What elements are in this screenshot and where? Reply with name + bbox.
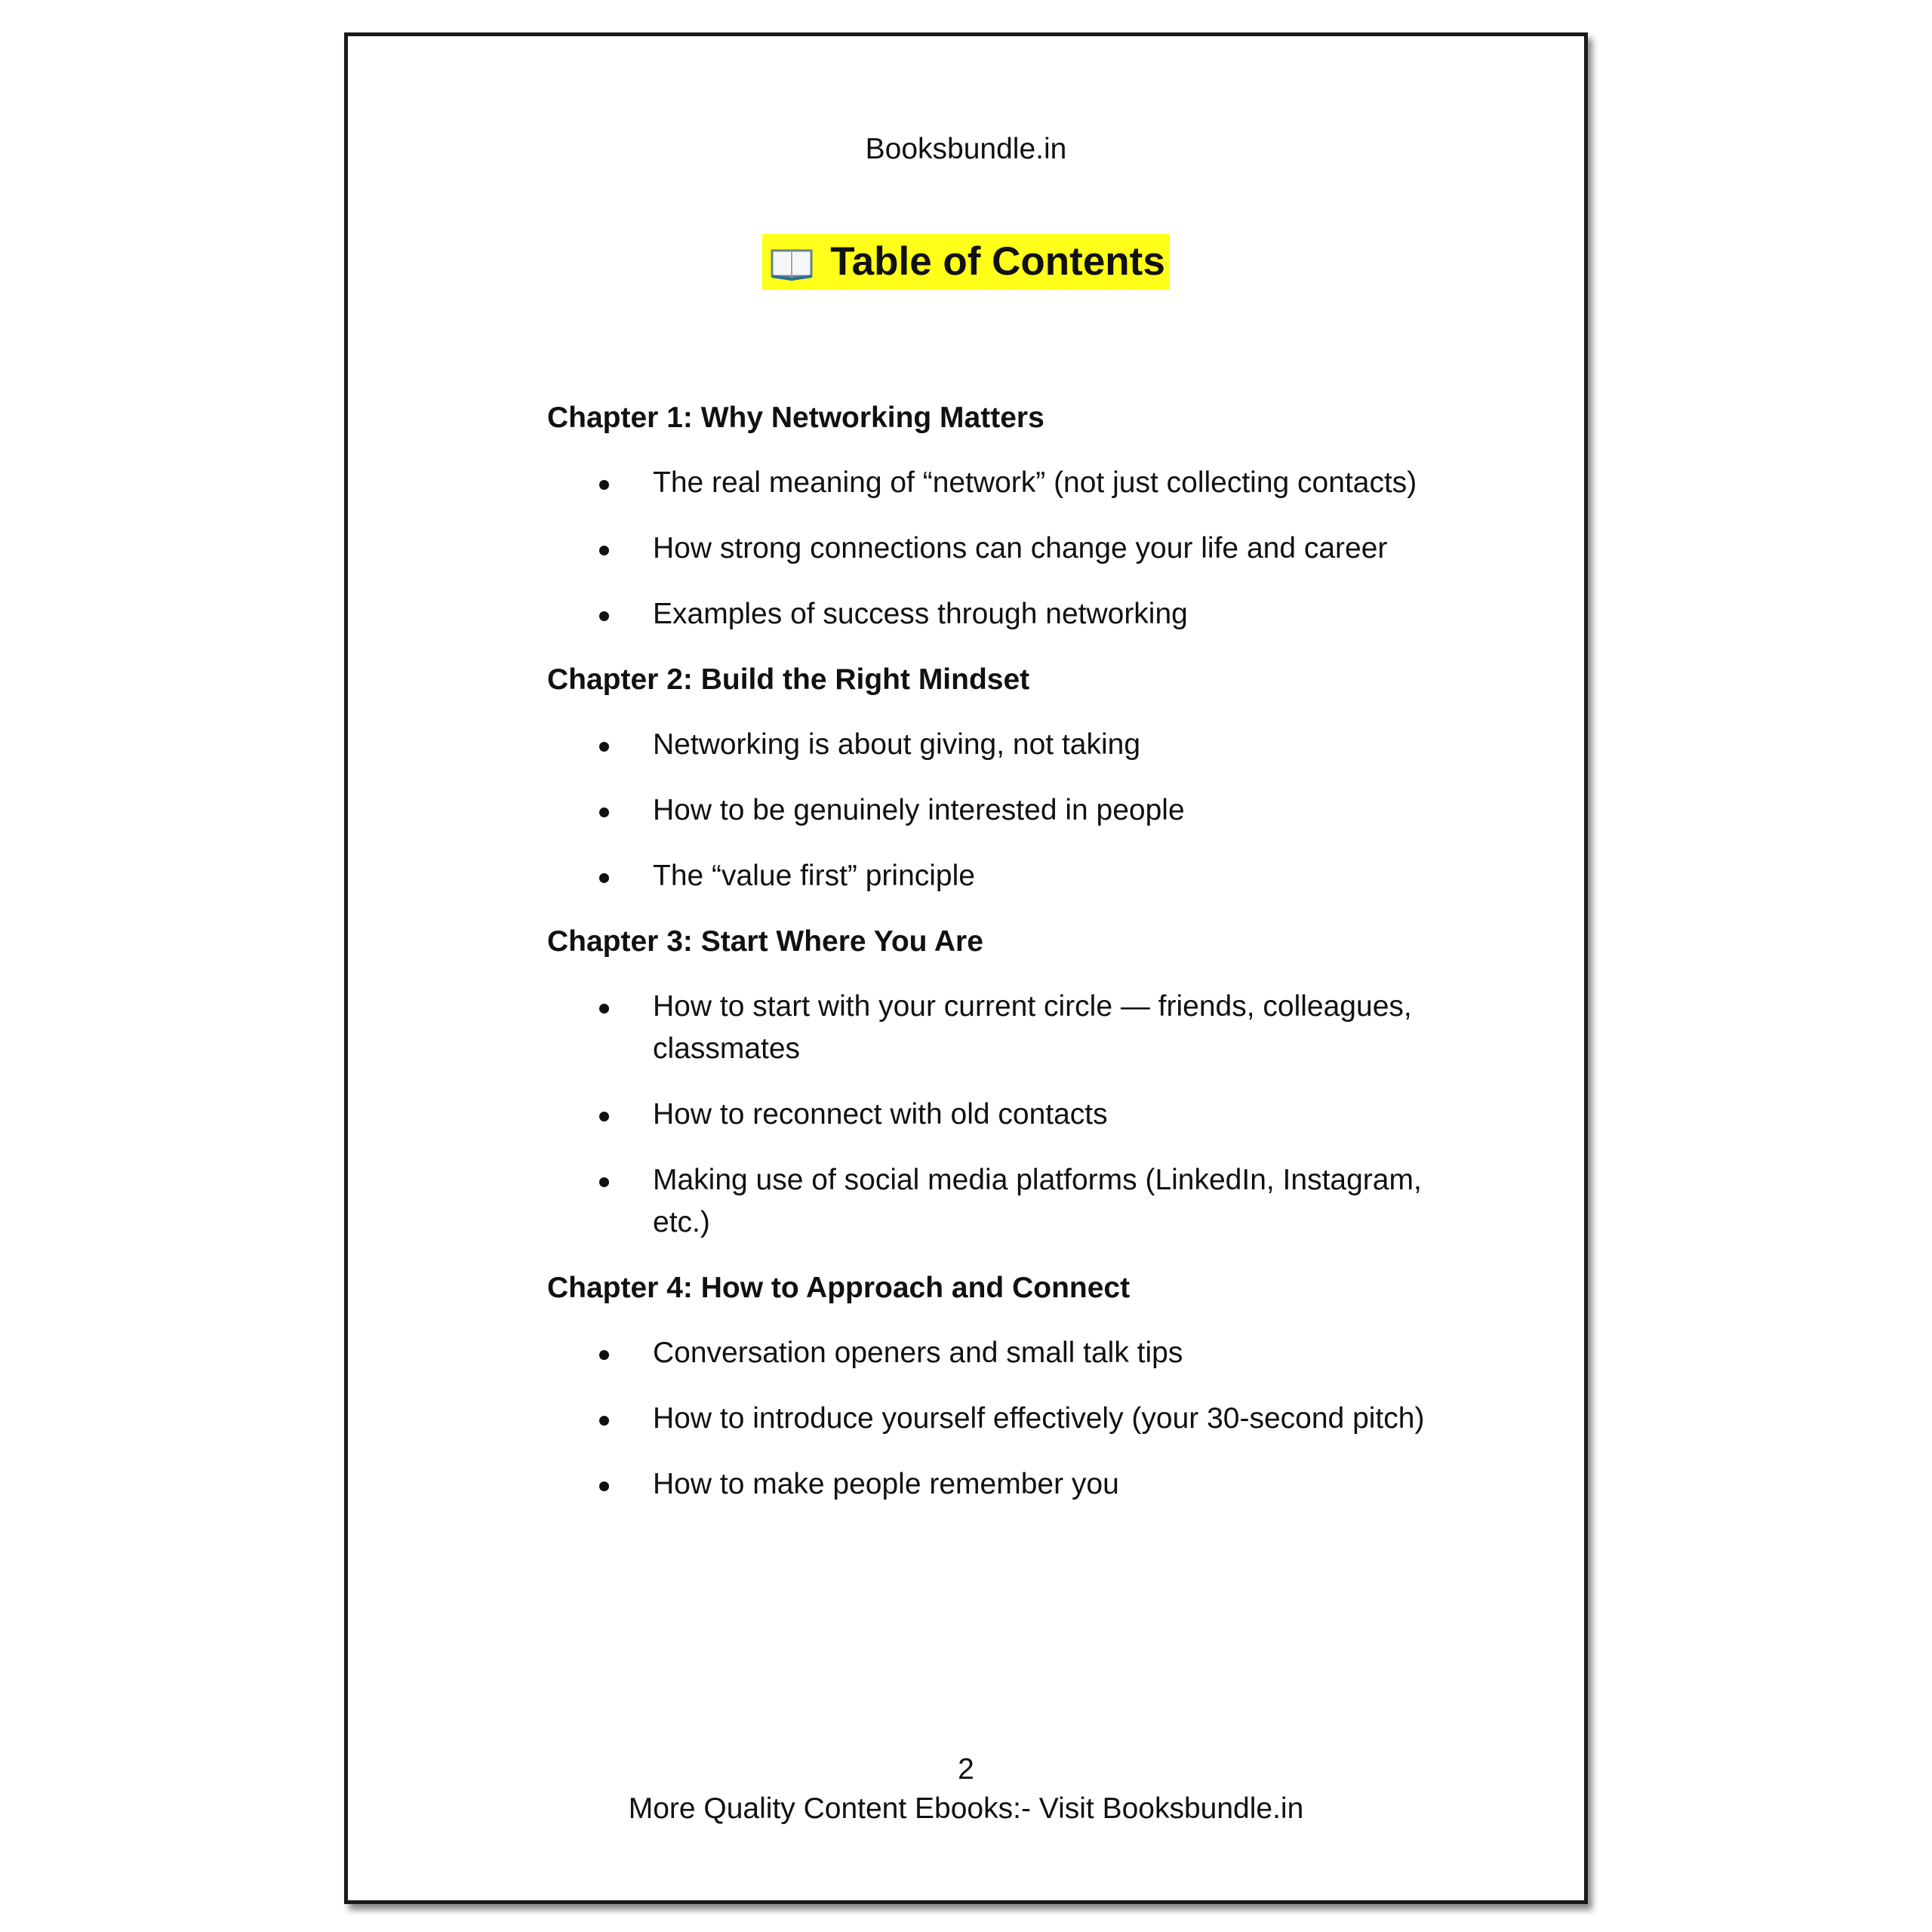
chapter-items — [547, 1332, 1475, 1506]
chapter-title: Chapter 4: How to Approach and Connect — [547, 1272, 1131, 1304]
list-item: The “value first” principle — [547, 855, 1475, 897]
toc-content — [547, 397, 1475, 1529]
open-book-icon — [770, 247, 814, 281]
chapter-items — [547, 724, 1475, 897]
document-page — [344, 32, 1588, 1904]
chapter-title: Chapter 1: Why Networking Matters — [547, 401, 1044, 434]
chapter-items — [547, 462, 1475, 635]
page-number: 2 — [958, 1753, 974, 1786]
chapter-title: Chapter 3: Start Where You Are — [547, 925, 983, 958]
list-item: How to introduce yourself effectively (your 30-second pitch) — [547, 1398, 1475, 1440]
page-footer: More Quality Content Ebooks:- Visit Booksbundle.in — [628, 1792, 1304, 1825]
chapter-title: Chapter 2: Build the Right Mindset — [547, 663, 1030, 696]
list-item: Conversation openers and small talk tips — [547, 1332, 1475, 1374]
toc-title-highlight — [762, 234, 1170, 290]
list-item: How to be genuinely interested in people — [547, 789, 1475, 832]
list-item: The real meaning of “network” (not just collecting contacts) — [547, 462, 1475, 504]
toc-title-text: Table of Contents — [830, 239, 1165, 284]
list-item: Making use of social media platforms (LinkedIn, Instagram, etc.) — [547, 1159, 1475, 1244]
chapter-items — [547, 986, 1475, 1244]
list-item: How to make people remember you — [547, 1463, 1475, 1506]
page-header: Booksbundle.in — [865, 133, 1067, 165]
list-item: Examples of success through networking — [547, 593, 1475, 635]
list-item: How to start with your current circle — friends, colleagues, classmates — [547, 986, 1475, 1070]
list-item: How to reconnect with old contacts — [547, 1094, 1475, 1136]
list-item: Networking is about giving, not taking — [547, 724, 1475, 766]
toc-heading — [348, 234, 1584, 290]
list-item: How strong connections can change your life and career — [547, 528, 1475, 570]
